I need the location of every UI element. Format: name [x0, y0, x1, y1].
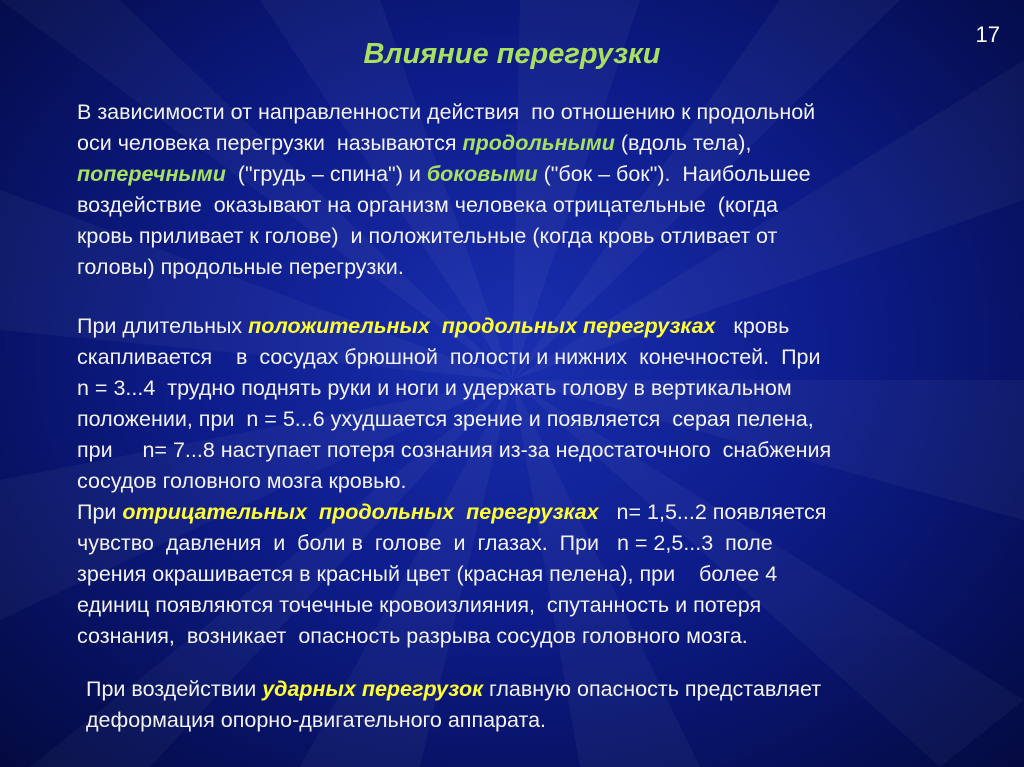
slide-number: 17: [975, 22, 1000, 47]
text-span: ("грудь – спина") и: [225, 162, 427, 186]
text-line: сосудов головного мозга кровью.: [77, 469, 407, 493]
text-line: единиц появляются точечные кровоизлияния, спутанность и потеря: [77, 593, 762, 617]
text-line: [77, 159, 982, 190]
paragraph-impact-overloads: [86, 674, 986, 736]
emphasis-transverse: поперечными: [77, 162, 226, 186]
text-line: В зависимости от направленности действия по отношению к продольной: [77, 100, 816, 124]
text-line: [86, 674, 986, 705]
emphasis-impact-overloads: ударных перегрузок: [262, 677, 483, 701]
text-line: [77, 311, 987, 342]
text-line: n = 3...4 трудно поднять руки и ноги и удержать голову в вертикальном: [77, 376, 792, 400]
text-span: оси человека перегрузки называются: [77, 131, 463, 155]
slide-title: Влияние перегрузки: [363, 38, 661, 70]
text-span: кровь: [715, 314, 790, 338]
emphasis-positive-longitudinal: положительных продольных перегрузках: [248, 314, 716, 338]
emphasis-lateral: боковыми: [426, 162, 538, 186]
text-span: При: [77, 500, 123, 524]
text-line: при n= 7...8 наступает потеря сознания из-за недостаточного снабжения: [77, 438, 832, 462]
text-line: [77, 128, 982, 159]
paragraph-positive-negative: [77, 311, 987, 652]
emphasis-negative-longitudinal: отрицательных продольных перегрузках: [122, 500, 599, 524]
text-line: зрения окрашивается в красный цвет (красная пелена), при более 4: [77, 562, 778, 586]
text-line: кровь приливает к голове) и положительные (когда кровь отливает от: [77, 224, 778, 248]
text-span: При длительных: [77, 314, 249, 338]
text-span: При воздействии: [86, 677, 263, 701]
text-line: скапливается в сосудах брюшной полости и нижних конечностей. При: [77, 345, 821, 369]
text-span: (вдоль тела),: [614, 131, 752, 155]
emphasis-longitudinal: продольными: [462, 131, 615, 155]
text-span: ("бок – бок"). Наибольшее: [537, 162, 811, 186]
text-line: [77, 497, 987, 528]
text-line: воздействие оказывают на организм человека отрицательные (когда: [77, 193, 778, 217]
text-span: главную опасность представляет: [483, 677, 822, 701]
text-span: n= 1,5...2 появляется: [598, 500, 827, 524]
text-line: чувство давления и боли в голове и глазах. При n = 2,5...3 поле: [77, 531, 773, 555]
text-line: положении, при n = 5...6 ухудшается зрение и появляется серая пелена,: [77, 407, 814, 431]
text-line: сознания, возникает опасность разрыва сосудов головного мозга.: [77, 624, 748, 648]
paragraph-overload-types: [77, 97, 982, 283]
text-line: головы) продольные перегрузки.: [77, 255, 404, 279]
text-line: деформация опорно-двигательного аппарата.: [86, 708, 547, 732]
